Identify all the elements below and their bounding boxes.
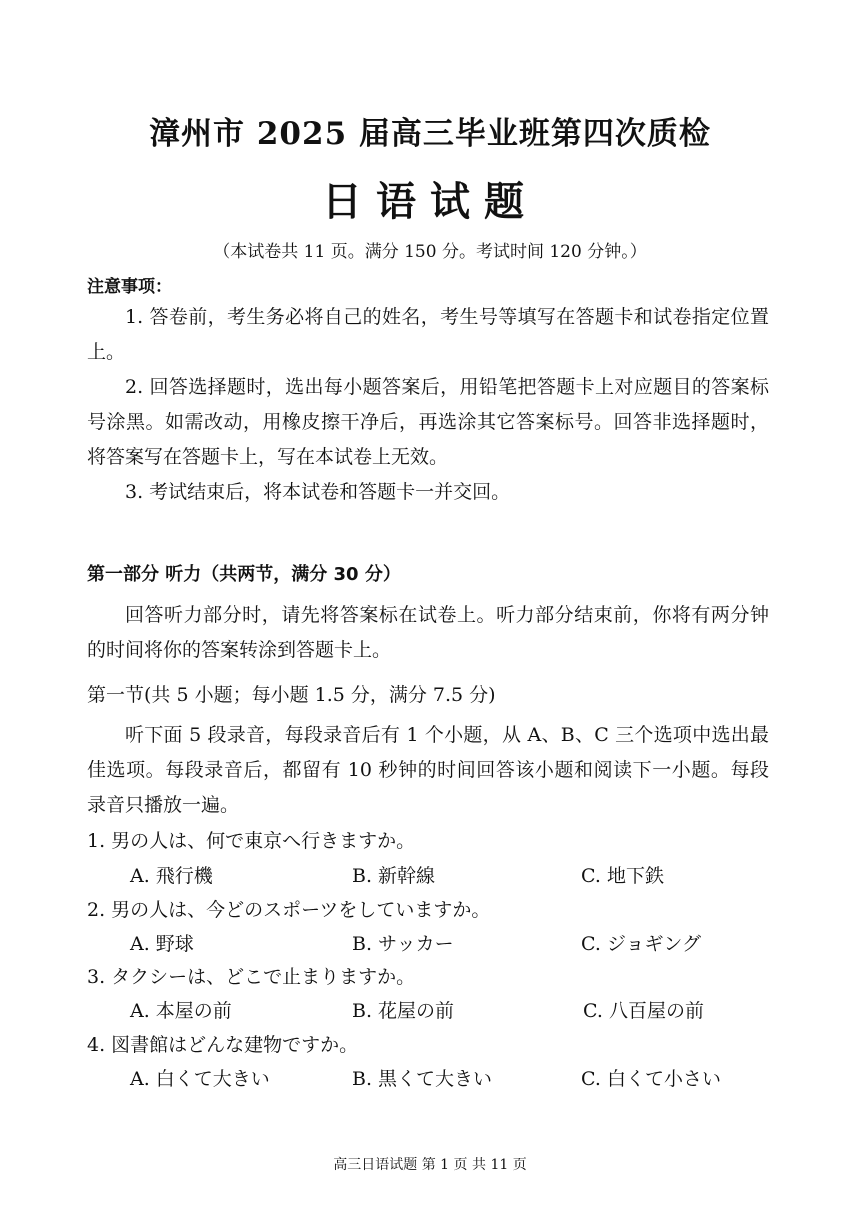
question-1-option-a: A. 飛行機 bbox=[130, 865, 213, 887]
question-1-option-b: B. 新幹線 bbox=[352, 865, 436, 887]
question-3-option-a: A. 本屋の前 bbox=[130, 1000, 232, 1022]
notice-item-3: 3. 考试结束后，将本试卷和答题卡一并交回。 bbox=[125, 481, 511, 503]
notice-heading: 注意事项： bbox=[87, 277, 172, 297]
notice-item-1: 1. 答卷前，考生务必将自己的姓名，考生号等填写在答题卡和试卷指定位置上。 bbox=[87, 306, 769, 363]
question-3: 3. タクシーは、どこで止まりますか。 bbox=[87, 966, 416, 988]
notice-item-2: 2. 回答选择题时，选出每小题答案后，用铅笔把答题卡上对应题目的答案标号涂黑。如需改动，用橡皮擦干净后，再选涂其它答案标号。回答非选择题时，将答案写在答题卡上，写在本试卷上无效。 bbox=[87, 376, 769, 468]
question-2: 2. 男の人は、今どのスポーツをしていますか。 bbox=[87, 899, 491, 921]
part1-intro: 回答听力部分时，请先将答案标在试卷上。听力部分结束前，你将有两分钟的时间将你的答案转涂到答题卡上。 bbox=[87, 604, 769, 661]
question-1: 1. 男の人は、何で東京へ行きますか。 bbox=[87, 830, 416, 852]
question-2-option-a: A. 野球 bbox=[130, 933, 194, 955]
section1-title: 第一节(共 5 小题；每小题 1.5 分，满分 7.5 分) bbox=[87, 684, 496, 706]
exam-title: 漳州市 2025 届高三毕业班第四次质检 bbox=[149, 116, 711, 152]
part1-heading: 第一部分 听力（共两节，满分 30 分） bbox=[87, 564, 401, 585]
question-4-option-c: C. 白くて小さい bbox=[581, 1068, 721, 1090]
page-footer: 高三日语试题 第 1 页 共 11 页 bbox=[333, 1157, 527, 1173]
question-3-option-c: C. 八百屋の前 bbox=[583, 1000, 704, 1022]
exam-info: （本试卷共 11 页。满分 150 分。考试时间 120 分钟。） bbox=[213, 242, 647, 262]
question-1-option-c: C. 地下鉄 bbox=[581, 865, 664, 887]
question-2-option-b: B. サッカー bbox=[352, 933, 454, 955]
question-3-option-b: B. 花屋の前 bbox=[352, 1000, 455, 1022]
question-4-option-a: A. 白くて大きい bbox=[130, 1068, 270, 1090]
question-4: 4. 図書館はどんな建物ですか。 bbox=[87, 1034, 359, 1056]
question-2-option-c: C. ジョギング bbox=[581, 933, 701, 955]
subject-title: 日语试题 bbox=[322, 179, 538, 225]
question-4-option-b: B. 黒くて大きい bbox=[352, 1068, 493, 1090]
section1-intro: 听下面 5 段录音，每段录音后有 1 个小题，从 A、B、C 三个选项中选出最佳选项。每段录音后，都留有 10 秒钟的时间回答该小题和阅读下一小题。每段录音只播放一遍。 bbox=[87, 724, 769, 816]
